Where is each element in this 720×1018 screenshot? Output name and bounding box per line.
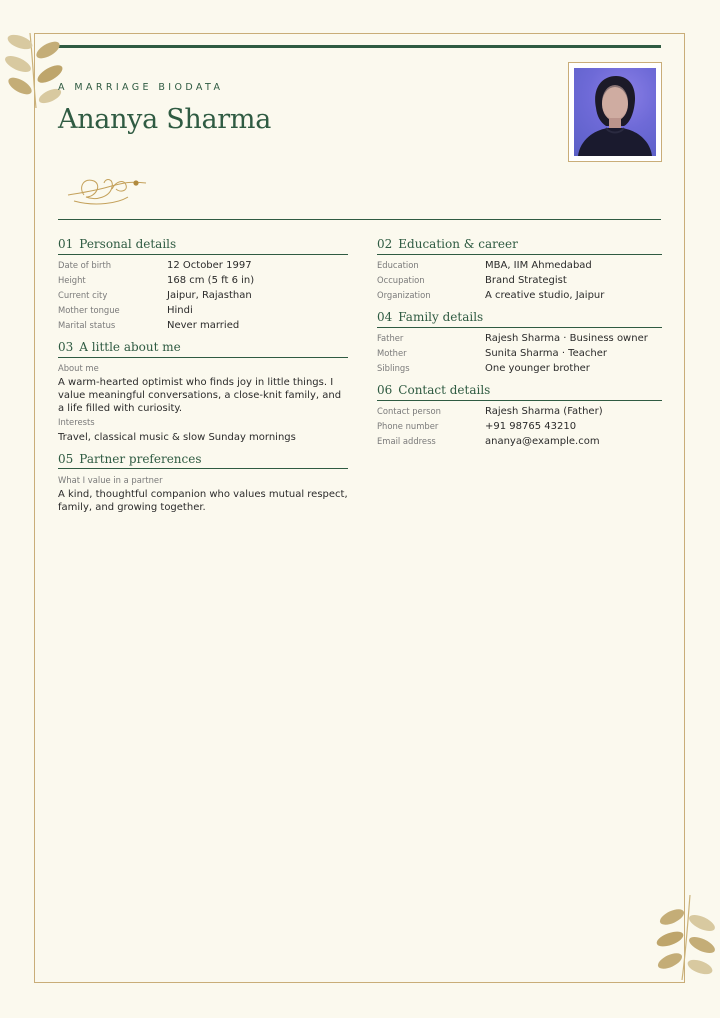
field-value: A creative studio, Jaipur bbox=[485, 290, 605, 301]
field-label: Occupation bbox=[377, 275, 425, 285]
field-value: Hindi bbox=[167, 305, 193, 316]
field-value: Jaipur, Rajasthan bbox=[167, 290, 252, 301]
interests-label: Interests bbox=[58, 417, 95, 427]
field-label: Date of birth bbox=[58, 260, 112, 270]
section-rule bbox=[377, 327, 662, 328]
profile-photo-frame bbox=[568, 62, 662, 162]
field-value: MBA, IIM Ahmedabad bbox=[485, 260, 592, 271]
interests-text: Travel, classical music & slow Sunday mornings bbox=[58, 432, 296, 443]
section-rule bbox=[377, 400, 662, 401]
field-value: Never married bbox=[167, 320, 240, 331]
email-address-link[interactable]: ananya@example.com bbox=[485, 436, 600, 447]
top-accent-bar bbox=[58, 45, 661, 48]
field-value: Rajesh Sharma · Business owner bbox=[485, 333, 648, 344]
section-title-family: 04 Family details bbox=[377, 310, 484, 324]
section-title-partner: 05 Partner preferences bbox=[58, 452, 202, 466]
field-label: Contact person bbox=[377, 406, 441, 416]
field-label: Phone number bbox=[377, 421, 439, 431]
about-text: A warm-hearted optimist who finds joy in little things. I value meaningful conversations, a close-knit family, and a life filled with curiosity. bbox=[58, 377, 342, 414]
section-title-about: 03 A little about me bbox=[58, 340, 181, 354]
document-eyebrow: A MARRIAGE BIODATA bbox=[58, 82, 224, 93]
leaf-sprig-icon bbox=[0, 28, 70, 108]
contact-person-value: Rajesh Sharma (Father) bbox=[485, 406, 603, 417]
phone-number-link[interactable]: +91 98765 43210 bbox=[485, 421, 577, 432]
field-label: Father bbox=[377, 333, 404, 343]
section-title-contact: 06 Contact details bbox=[377, 383, 491, 397]
field-value: 12 October 1997 bbox=[167, 260, 252, 271]
field-value: One younger brother bbox=[485, 363, 590, 374]
field-value: Brand Strategist bbox=[485, 275, 567, 286]
partner-text: A kind, thoughtful companion who values mutual respect, family, and growing together. bbox=[58, 489, 348, 513]
header-divider bbox=[58, 219, 661, 220]
section-rule bbox=[377, 254, 662, 255]
field-label: Education bbox=[377, 260, 419, 270]
field-label: Current city bbox=[58, 290, 108, 300]
field-label: Siblings bbox=[377, 363, 410, 373]
field-label: Height bbox=[58, 275, 86, 285]
section-rule bbox=[58, 357, 348, 358]
field-value: 168 cm (5 ft 6 in) bbox=[167, 275, 255, 286]
leaf-sprig-icon bbox=[650, 895, 720, 980]
section-rule bbox=[58, 254, 348, 255]
field-value: Sunita Sharma · Teacher bbox=[485, 348, 607, 359]
field-label: Mother bbox=[377, 348, 407, 358]
section-title-education: 02 Education & career bbox=[377, 237, 518, 251]
section-rule bbox=[58, 468, 348, 469]
about-label: About me bbox=[58, 363, 99, 373]
field-label: Mother tongue bbox=[58, 305, 120, 315]
flourish-ornament-icon bbox=[66, 173, 150, 209]
field-label: Email address bbox=[377, 436, 436, 446]
candidate-name: Ananya Sharma bbox=[58, 104, 271, 135]
section-title-personal: 01 Personal details bbox=[58, 237, 177, 251]
profile-photo bbox=[574, 68, 656, 156]
partner-label: What I value in a partner bbox=[58, 475, 163, 485]
field-label: Organization bbox=[377, 290, 431, 300]
field-label: Marital status bbox=[58, 320, 116, 330]
